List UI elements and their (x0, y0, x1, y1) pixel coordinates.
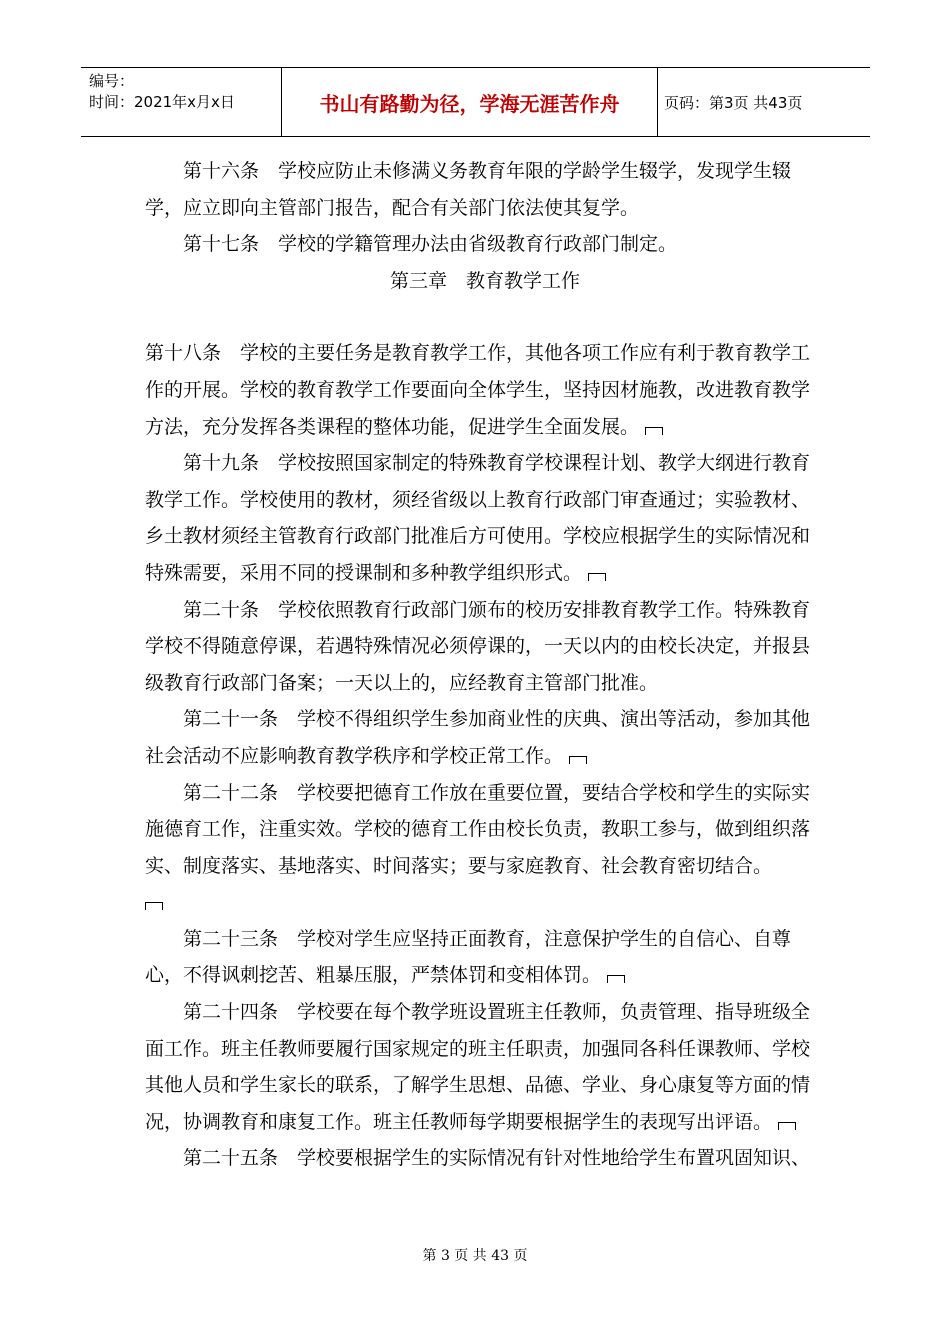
edit-mark-icon (645, 427, 663, 435)
document-body (145, 153, 825, 1177)
doc-number-label: 编号： (89, 72, 135, 90)
article-20: 第二十条 学校依照教育行政部门颁布的校历安排教育教学工作。特殊教育学校不得随意停课，若遇特殊情况必须停课的，一天以内的由校长决定，并报县级教育行政部门备案；一天以上的，应经教育主管部门批准。 (145, 598, 811, 694)
article-24: 第二十四条 学校要在每个教学班设置班主任教师，负责管理、指导班级全面工作。班主任教师要履行国家规定的班主任职责，加强同各科任课教师、学校其他人员和学生家长的联系，了解学生思想、品德、学业、身心康复等方面的情况，协调教育和康复工作。班主任教师每学期要根据学生的表现写出评语。 (145, 1001, 811, 1133)
article-22: 第二十二条 学校要把德育工作放在重要位置，要结合学校和学生的实际实施德育工作，注重实效。学校的德育工作由校长负责，教职工参与，做到组织落实、制度落实、基地落实、时间落实；要与家庭教育、社会教育密切结合。 (145, 775, 825, 921)
article-19: 第十九条 学校按照国家制定的特殊教育学校课程计划、教学大纲进行教育教学工作。学校使用的教材，须经省级以上教育行政部门审查通过；实验教材、乡土教材须经主管教育行政部门批准后方可使用。学校应根据学生的实际情况和特殊需要，采用不同的授课制和多种教学组织形式。 (145, 452, 811, 584)
edit-mark-icon (145, 902, 163, 910)
edit-mark-icon (778, 1122, 796, 1130)
article-16: 第十六条 学校应防止未修满义务教育年限的学龄学生辍学，发现学生辍学，应立即向主管部门报告，配合有关部门依法使其复学。 (145, 160, 792, 219)
doc-time-label: 时间：2021年x月x日 (89, 93, 235, 111)
chapter-title: 第三章 教育教学工作 (389, 269, 580, 292)
edit-mark-icon (569, 756, 587, 764)
page-header (81, 67, 870, 137)
header-meta (81, 68, 282, 136)
article-18: 第十八条 学校的主要任务是教育教学工作，其他各项工作应有利于教育教学工作的开展。学校的教育教学工作要面向全体学生，坚持因材施教，改进教育教学方法，充分发挥各类课程的整体功能，促进学生全面发展。 (145, 342, 811, 438)
edit-mark-icon (588, 573, 606, 581)
article-17: 第十七条 学校的学籍管理办法由省级教育行政部门制定。 (183, 233, 678, 256)
page-footer: 第 3 页 共 43 页 (422, 1248, 528, 1264)
article-25: 第二十五条 学校要根据学生的实际情况有针对性地给学生布置巩固知识、 (183, 1147, 811, 1170)
article-21: 第二十一条 学校不得组织学生参加商业性的庆典、演出等活动，参加其他社会活动不应影响教育教学秩序和学校正常工作。 (145, 708, 811, 767)
article-23: 第二十三条 学校对学生应坚持正面教育，注意保护学生的自信心、自尊心，不得讽刺挖苦、粗暴压服，严禁体罚和变相体罚。 (145, 927, 792, 987)
header-page-info: 页码：第3页 共43页 (664, 93, 803, 112)
header-motto: 书山有路勤为径，学海无涯苦作舟 (282, 68, 658, 136)
edit-mark-icon (607, 975, 625, 983)
